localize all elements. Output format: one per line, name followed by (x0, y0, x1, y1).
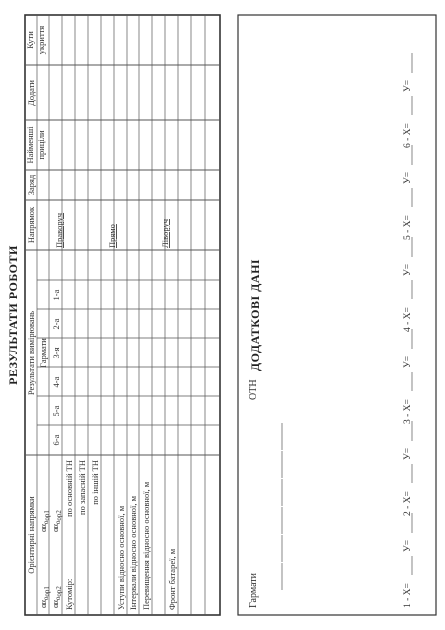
gun-5-coords: 5 - Х= (403, 215, 413, 240)
alpha-1-label: $\alpha\alpha_оор1$ (38, 510, 51, 532)
header-cover-1: Кути (25, 31, 35, 49)
row-offsets: Перевищення відносно основної, м (141, 481, 151, 610)
header-cover-2: укриття (36, 25, 46, 55)
gun-3-coords: 3 - Х= (403, 399, 413, 424)
gun-6-y: У= (403, 79, 413, 92)
gun-2-label: 2-а (51, 318, 61, 330)
gun-2-y: У= (403, 447, 413, 460)
row-front: Фронт батареї, м (167, 548, 177, 610)
header-nearest-2: приціли (36, 130, 46, 160)
gun-1-label: 1-а (51, 289, 61, 301)
additional-data-title: ДОДАТКОВІ ДАНІ (248, 258, 262, 372)
gun-4-coords: 4 - Х= (403, 307, 413, 332)
header-measure: Результати вимірювань (26, 310, 36, 396)
gun-6-coords: 6 - Х= (403, 123, 413, 148)
gun-6-label: 6-а (51, 434, 61, 446)
gun-5-y: У= (403, 171, 413, 184)
guns-label: Гармати (248, 573, 259, 608)
row-ledges: Уступи відносно основної, м (116, 505, 126, 610)
alpha-1-label: $\alpha\alpha_оор1$ (38, 586, 51, 608)
header-orient: Орієнтирні напрямки (26, 496, 36, 574)
row-spare-tn: по запасній ТН (77, 460, 87, 515)
header-guns: Гармати (38, 338, 48, 368)
alpha-2-label: $\alpha\alpha_оор2$ (50, 510, 63, 532)
header-notes: Додати (26, 80, 36, 106)
row-other-tn: по іншій ТН (90, 460, 100, 505)
gun-1-coords: 1 - Х= (403, 583, 413, 608)
gun-3-y: У= (403, 355, 413, 368)
results-title: РЕЗУЛЬТАТИ РОБОТИ (6, 245, 20, 385)
gun-4-y: У= (403, 263, 413, 276)
header-charge: Заряд (26, 174, 36, 196)
row-base-tn: по основній ТН (64, 460, 74, 517)
gun-1-y: У= (403, 539, 413, 552)
direction-right: Праворуч (54, 212, 64, 248)
otn-label: ОТН (248, 379, 259, 400)
row-kutomir: Кутомір: (64, 578, 74, 610)
direction-left: Ліворуч (160, 219, 170, 248)
direction-straight: Прямо (107, 224, 117, 248)
gun-3-label: 3-я (51, 347, 61, 359)
alpha-2-label: $\alpha\alpha_оор2$ (50, 586, 63, 608)
header-nearest-1: Найменші (25, 126, 35, 164)
gun-4-label: 4-а (51, 376, 61, 388)
header-direction: Напрямок (26, 206, 36, 244)
gun-2-coords: 2 - Х= (403, 491, 413, 516)
row-intervals: Інтервали відносно основної, м (128, 495, 138, 610)
gun-5-label: 5-а (51, 405, 61, 417)
